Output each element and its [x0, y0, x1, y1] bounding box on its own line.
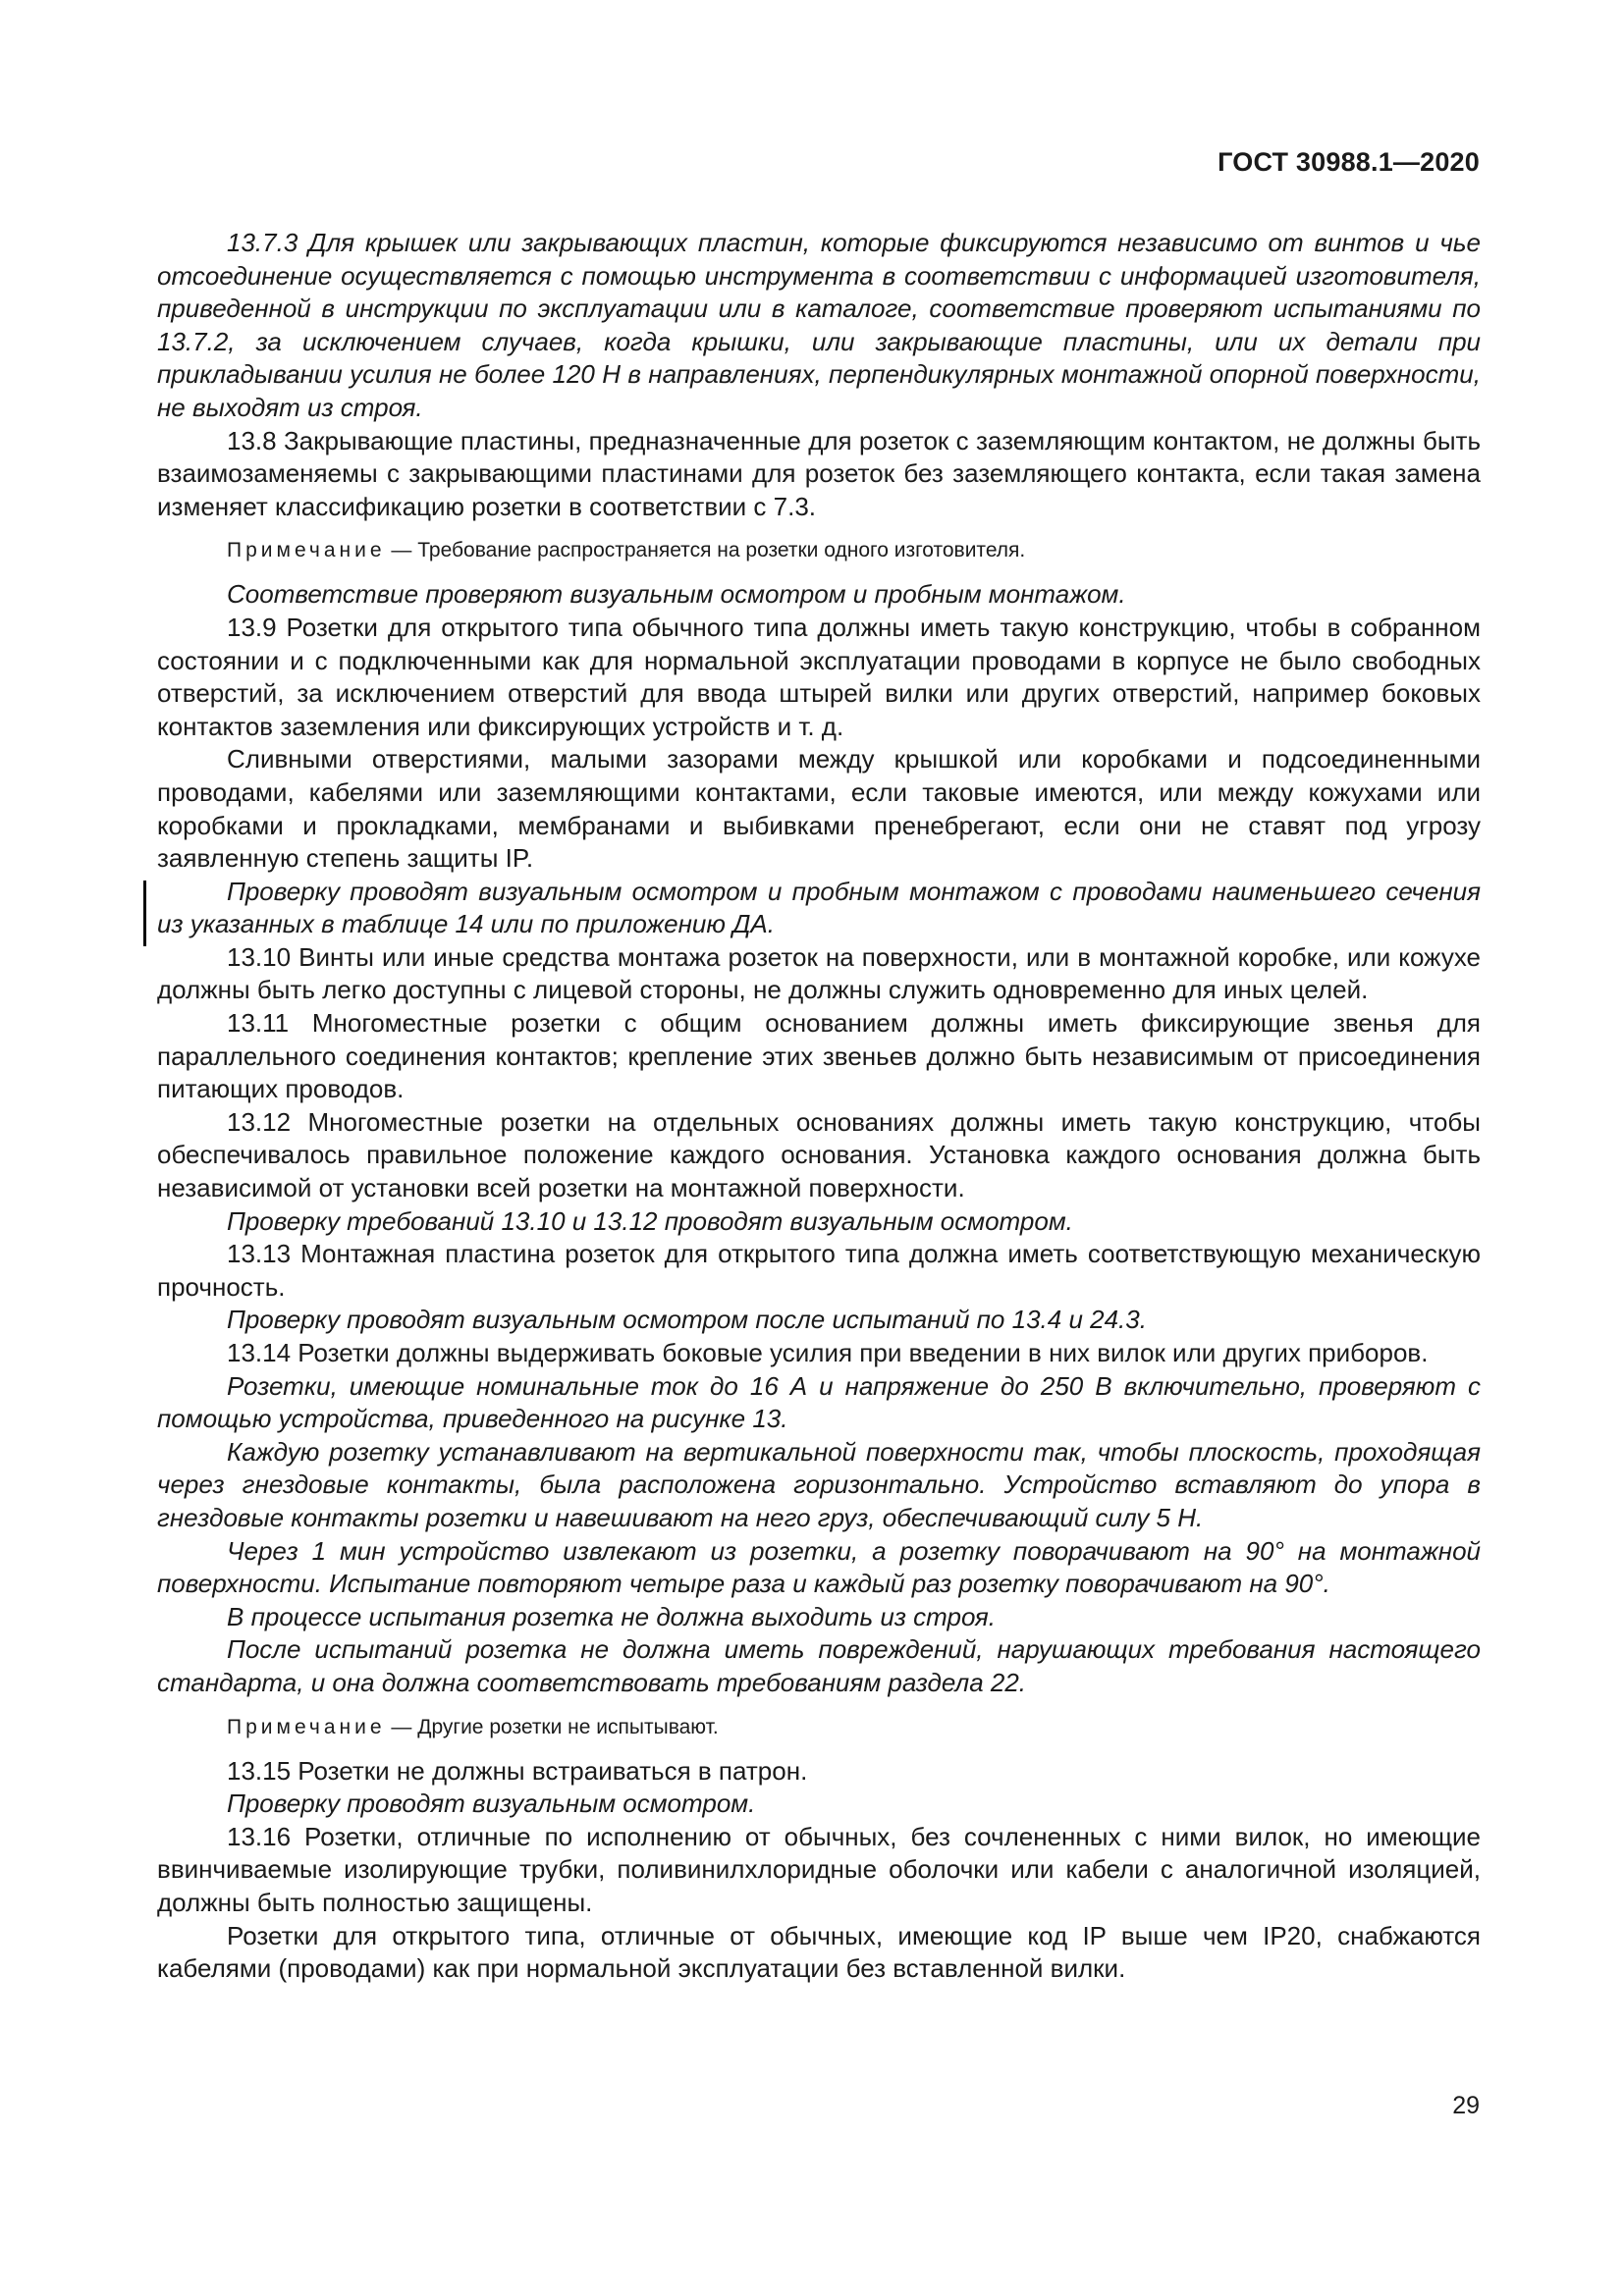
compliance-paragraph: После испытаний розетка не должна иметь повреждений, нарушающих требования настоящего стандарта, и она должна соответствовать требованиям раздела 22.: [157, 1634, 1481, 1697]
note: [157, 536, 1481, 565]
paragraph: 13.15 Розетки не должны встраиваться в патрон.: [227, 1755, 808, 1786]
paragraph: 13.16 Розетки, отличные по исполнению от обычных, без сочлененных с ними вилок, но имеющие ввинчиваемые изолирующие трубки, поливинилхлоридные оболочки или кабели с аналогичной изоляцией, должны быть полностью защищены.: [157, 1821, 1481, 1917]
compliance-paragraph: Соответствие проверяют визуальным осмотром и пробным монтажом.: [227, 579, 1126, 610]
paragraph: 13.11 Многоместные розетки с общим основанием должны иметь фиксирующие звенья для параллельного соединения контактов; крепление этих звеньев должно быть независимым от присоединения питающих проводов.: [157, 1008, 1481, 1104]
compliance-paragraph: Проверку проводят визуальным осмотром после испытаний по 13.4 и 24.3.: [227, 1305, 1147, 1335]
note-label: Примечание: [227, 539, 386, 562]
paragraph: 13.9 Розетки для открытого типа обычного типа должны иметь такую конструкцию, чтобы в собранном состоянии и с подключенными как для нормальной эксплуатации проводами в корпусе не было свободных отверстий, за исключением отверстий для ввода штырей вилки или других отверстий, например боковых контактов заземления или фиксирующих устройств и т. д.: [157, 612, 1481, 741]
note-dash: —: [391, 1715, 412, 1738]
compliance-paragraph: 13.7.3 Для крышек или закрывающих пластин, которые фиксируются независимо от винтов и чье отсоединение осуществляется с помощью инструмента в соответствии с информацией изготовителя, приведенной в инструкции по эксплуатации или в каталоге, соответствие проверяют испытаниями по 13.7.2, за исключением случаев, когда крышки, или закрывающие пластины, или их детали при прикладывании усилия не более 120 Н в направлениях, перпендикулярных монтажной опорной поверхности, не выходят из строя.: [157, 228, 1481, 422]
paragraph: 13.13 Монтажная пластина розеток для открытого типа должна иметь соответствующую механическую прочность.: [157, 1239, 1481, 1302]
compliance-paragraph: Розетки, имеющие номинальные ток до 16 А и напряжение до 250 В включительно, проверяют с помощью устройства, приведенного на рисунке 13.: [157, 1370, 1481, 1434]
change-marker-bar: [143, 881, 146, 946]
compliance-paragraph: Через 1 мин устройство извлекают из розетки, а розетку поворачивают на 90° на монтажной поверхности. Испытание повторяют четыре раза и каждый раз розетку поворачивают на 90°.: [157, 1535, 1481, 1599]
compliance-paragraph: В процессе испытания розетка не должна выходить из строя.: [227, 1601, 996, 1631]
compliance-paragraph: Каждую розетку устанавливают на вертикальной поверхности так, чтобы плоскость, проходящая через гнездовые контакты, была расположена горизонтально. Устройство вставляют до упора в гнездовые контакты розетки и навешивают на него груз, обеспечивающий силу 5 Н.: [157, 1436, 1481, 1532]
note: [157, 1713, 1481, 1742]
paragraph: 13.14 Розетки должны выдерживать боковые усилия при введении в них вилок или других приборов.: [227, 1338, 1429, 1367]
document-header: ГОСТ 30988.1—2020: [1218, 147, 1480, 177]
paragraph: 13.12 Многоместные розетки на отдельных основаниях должны иметь такую конструкцию, чтобы обеспечивалось правильное положение каждого основания. Установка каждого основания должна быть независимой от установки всей розетки на монтажной поверхности.: [157, 1106, 1481, 1203]
compliance-paragraph: Проверку проводят визуальным осмотром.: [227, 1789, 756, 1819]
paragraph: 13.8 Закрывающие пластины, предназначенные для розеток с заземляющим контактом, не должны быть взаимозаменяемы с закрывающими пластинами для розеток без заземляющего контакта, если такая замена изменяет классификацию розетки в соответствии с 7.3.: [157, 425, 1481, 521]
note-text: Требование распространяется на розетки одного изготовителя.: [417, 539, 1026, 562]
document-body: [157, 227, 1481, 1986]
note-label: Примечание: [227, 1715, 386, 1738]
compliance-paragraph: Проверку проводят визуальным осмотром и пробным монтажом с проводами наименьшего сечения из указанных в таблице 14 или по приложению ДА.: [157, 876, 1481, 939]
compliance-paragraph: Проверку требований 13.10 и 13.12 проводят визуальным осмотром.: [227, 1205, 1073, 1236]
note-text: Другие розетки не испытывают.: [417, 1715, 719, 1738]
paragraph: 13.10 Винты или иные средства монтажа розеток на поверхности, или в монтажной коробке, или кожухе должны быть легко доступны с лицевой стороны, не должны служить одновременно для иных целей.: [157, 941, 1481, 1005]
note-dash: —: [391, 539, 412, 562]
paragraph: Сливными отверстиями, малыми зазорами между крышкой или коробками и подсоединенными проводами, кабелями или заземляющими контактами, если таковые имеются, или между кожухами или коробками и прокладками, мембранами и выбивками пренебрегают, если они не ставят под угрозу заявленную степень защиты IP.: [157, 744, 1481, 874]
page-number: 29: [1452, 2092, 1480, 2119]
paragraph: Розетки для открытого типа, отличные от обычных, имеющие код IP выше чем IP20, снабжаются кабелями (проводами) как при нормальной эксплуатации без вставленной вилки.: [157, 1920, 1481, 1984]
